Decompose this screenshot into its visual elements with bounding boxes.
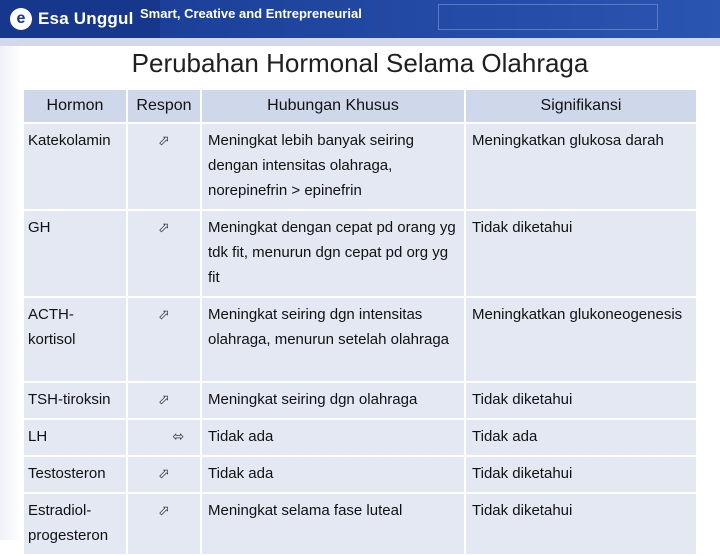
tagline: Smart, Creative and Entrepreneurial [140, 6, 362, 21]
arrow-up-right-icon: ⬀ [127, 493, 201, 555]
cell-hormon: GH [23, 210, 127, 297]
cell-hubungan: Tidak ada [201, 419, 465, 456]
table-row [23, 382, 697, 419]
arrow-left-right-icon: ⬄ [127, 419, 201, 456]
hormone-table [22, 88, 698, 556]
arrow-up-right-icon: ⬀ [127, 297, 201, 382]
table-row [23, 297, 697, 382]
cell-signifikansi: Tidak diketahui [465, 456, 697, 493]
logo-text: Esa Unggul [38, 9, 134, 28]
logo [10, 6, 134, 32]
slide-title: Perubahan Hormonal Selama Olahraga [131, 48, 589, 78]
table-row [23, 419, 697, 456]
cell-signifikansi: Tidak diketahui [465, 382, 697, 419]
cell-hubungan: Meningkat seiring dgn intensitas olahraga, menurun setelah olahraga [201, 297, 465, 382]
cell-signifikansi: Tidak ada [465, 419, 697, 456]
arrow-up-right-icon: ⬀ [127, 456, 201, 493]
cell-hubungan: Meningkat dengan cepat pd orang yg tdk fit, menurun dgn cepat pd org yg fit [201, 210, 465, 297]
side-shadow [0, 46, 22, 540]
header-respon: Respon [127, 89, 201, 123]
table-row [23, 456, 697, 493]
banner-decoration [438, 4, 658, 30]
table-row [23, 123, 697, 210]
logo-icon: e [10, 8, 32, 30]
cell-hubungan: Meningkat seiring dgn olahraga [201, 382, 465, 419]
cell-signifikansi: Meningkatkan glukoneogenesis [465, 297, 697, 382]
arrow-up-right-icon: ⬀ [127, 382, 201, 419]
header-hubungan: Hubungan Khusus [201, 89, 465, 123]
cell-hormon: Katekolamin [23, 123, 127, 210]
cell-hormon: LH [23, 419, 127, 456]
table-header-row [23, 89, 697, 123]
cell-hubungan: Meningkat lebih banyak seiring dengan intensitas olahraga, norepinefrin > epinefrin [201, 123, 465, 210]
table-row [23, 493, 697, 555]
header-banner [0, 0, 720, 38]
cell-hormon: Testosteron [23, 456, 127, 493]
header-hormon: Hormon [23, 89, 127, 123]
arrow-up-right-icon: ⬀ [127, 210, 201, 297]
cell-signifikansi: Tidak diketahui [465, 493, 697, 555]
cell-hubungan: Meningkat selama fase luteal [201, 493, 465, 555]
table-row [23, 210, 697, 297]
header-subbar [0, 38, 720, 46]
cell-signifikansi: Meningkatkan glukosa darah [465, 123, 697, 210]
header-signifikansi: Signifikansi [465, 89, 697, 123]
cell-signifikansi: Tidak diketahui [465, 210, 697, 297]
arrow-up-right-icon: ⬀ [127, 123, 201, 210]
cell-hormon: Estradiol-progesteron [23, 493, 127, 555]
cell-hubungan: Tidak ada [201, 456, 465, 493]
cell-hormon: ACTH-kortisol [23, 297, 127, 382]
cell-hormon: TSH-tiroksin [23, 382, 127, 419]
